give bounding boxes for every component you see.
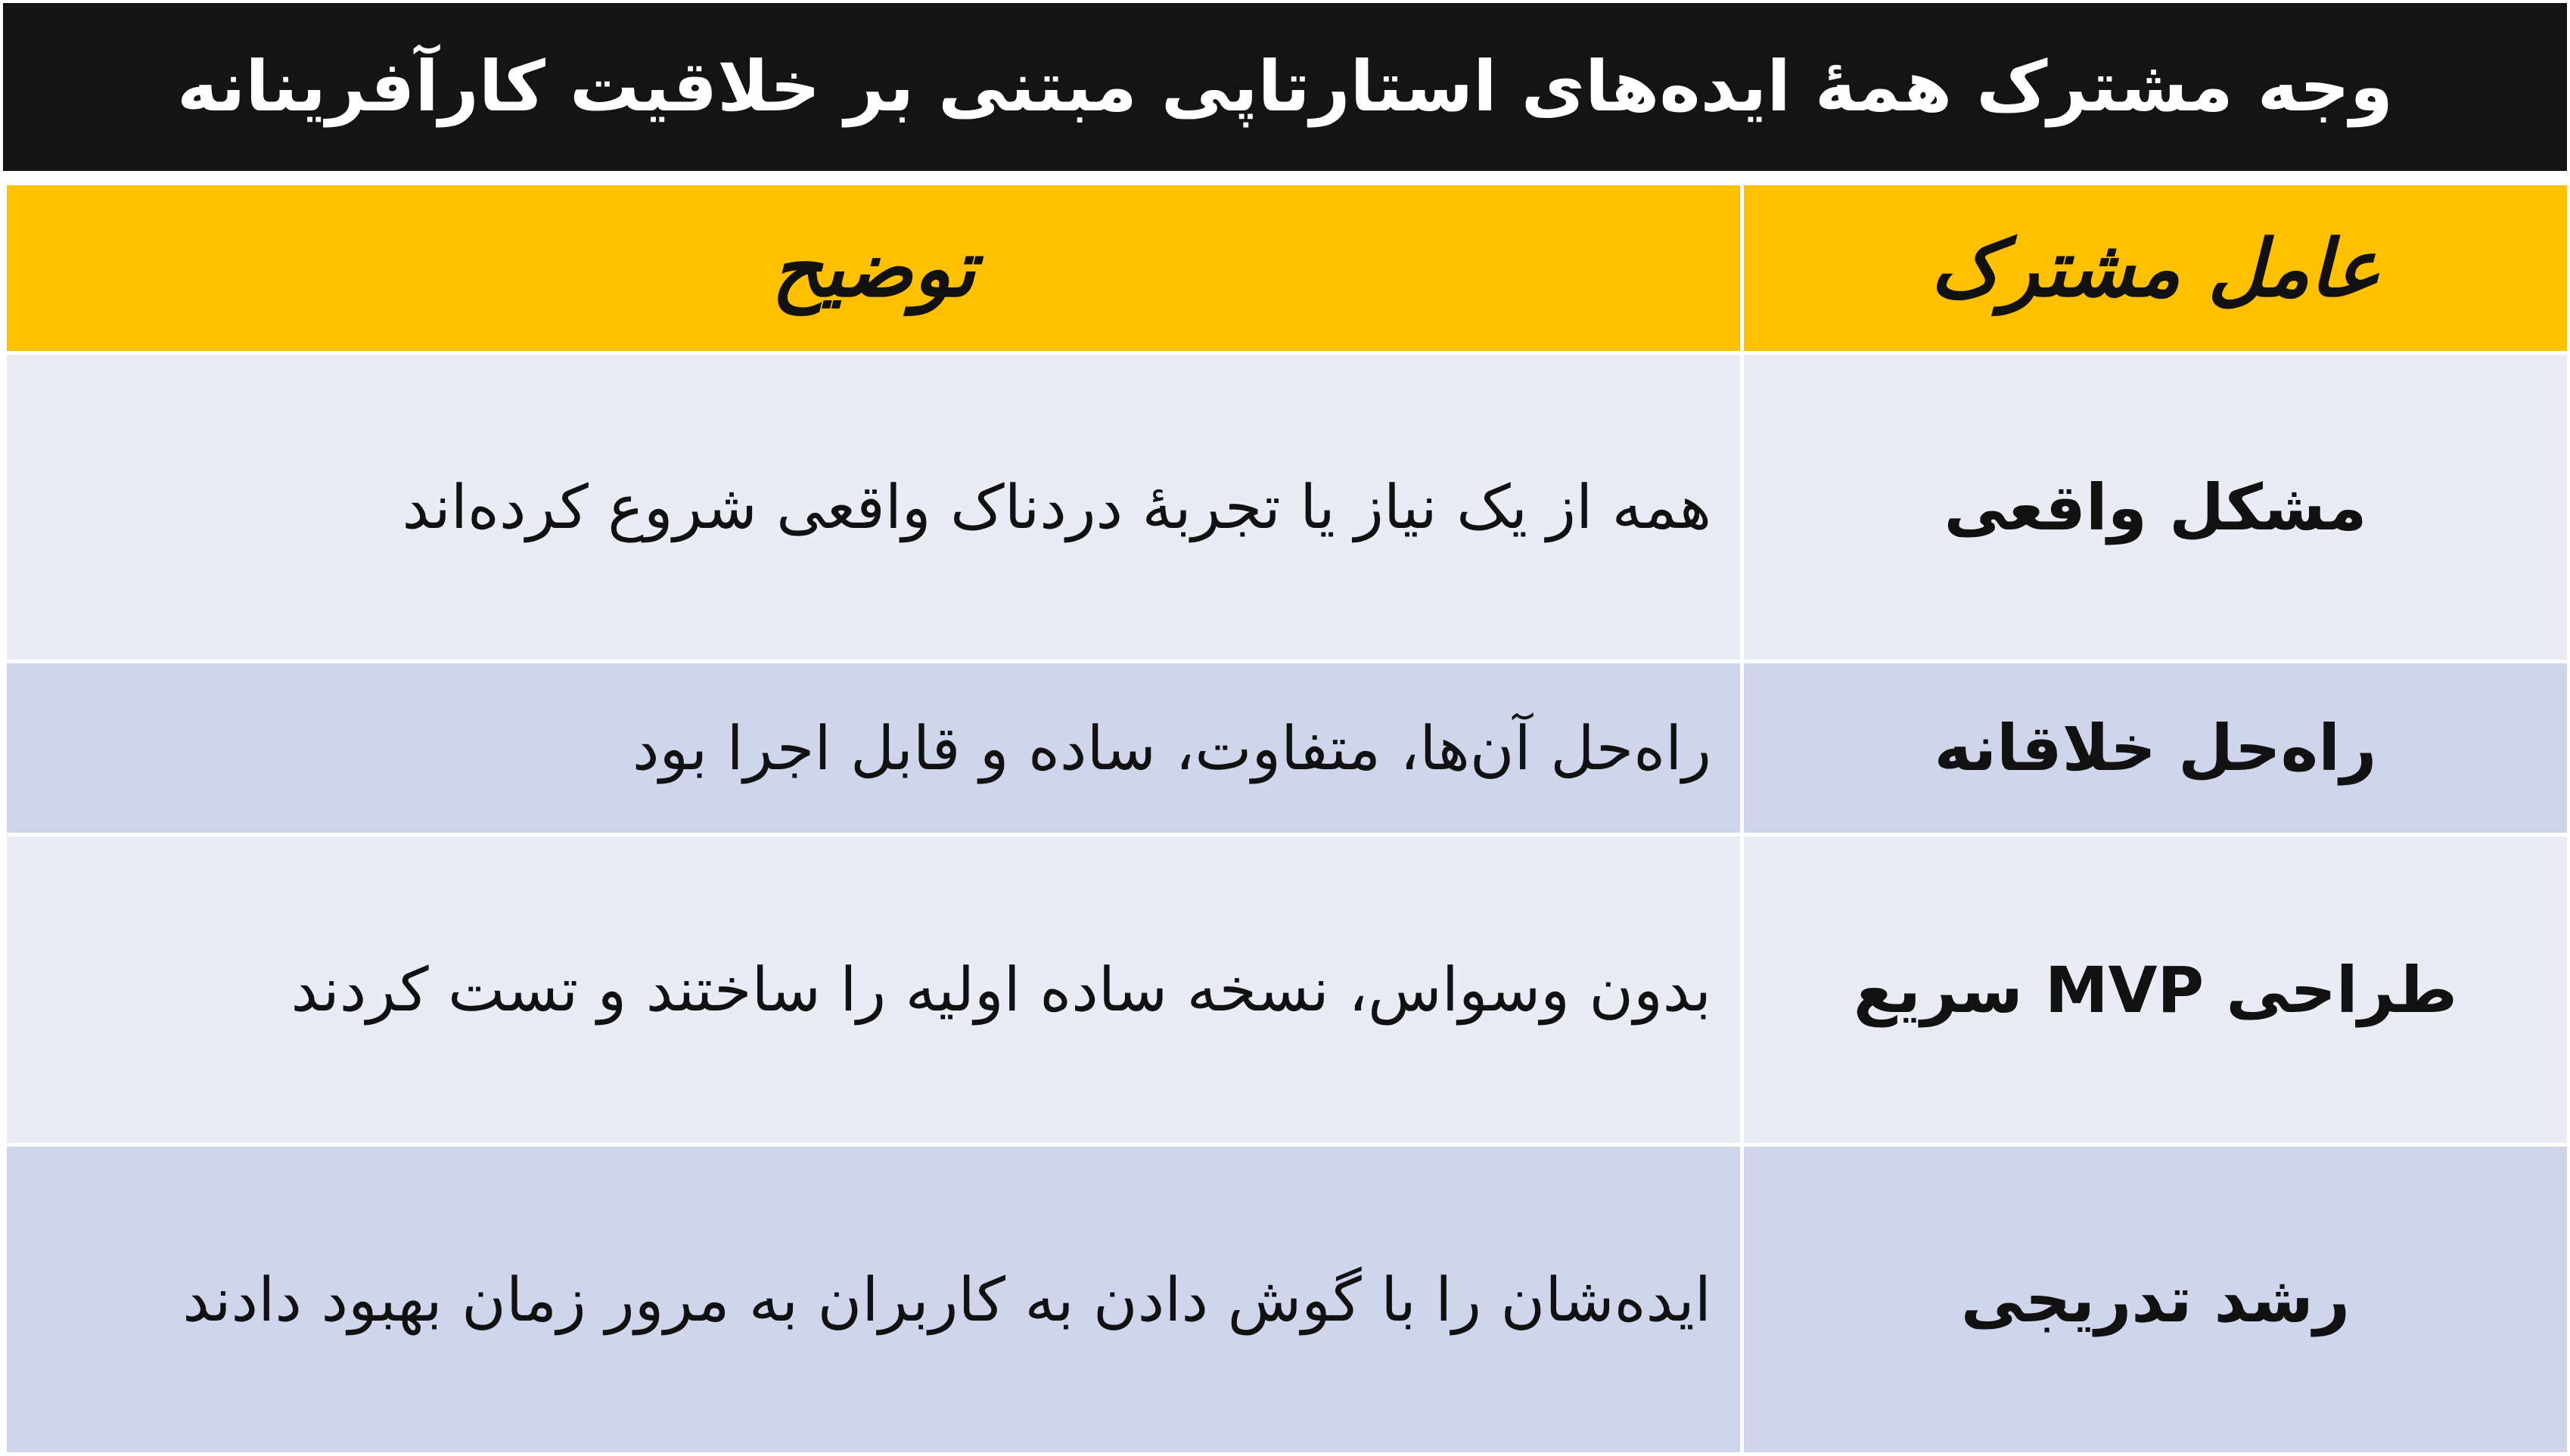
description-cell	[5, 662, 1742, 835]
description-cell	[5, 835, 1742, 1145]
factor-label: راه‌حل خلاقانه	[1934, 711, 2377, 785]
description-text: راه‌حل آن‌ها، متفاوت، ساده و قابل اجرا بود	[632, 712, 1711, 784]
header-description-label: توضیح	[771, 222, 976, 315]
description-cell	[5, 1145, 1742, 1454]
table-header-row	[5, 184, 2569, 353]
header-description	[5, 184, 1742, 353]
header-factor-label: عامل مشترک	[1930, 222, 2381, 315]
factor-cell	[1742, 662, 2569, 835]
description-text: همه از یک نیاز یا تجربهٔ دردناک واقعی شروع کرده‌اند	[402, 472, 1711, 542]
table-row	[5, 353, 2569, 662]
header-factor	[1742, 184, 2569, 353]
factor-cell	[1742, 353, 2569, 662]
factor-label: مشکل واقعی	[1944, 470, 2367, 545]
page-title: وجه مشترک همهٔ ایده‌های استارتاپی مبتنی بر خلاقیت کارآفرینانه	[176, 46, 2394, 127]
description-cell	[5, 353, 1742, 662]
factor-cell	[1742, 1145, 2569, 1454]
common-factors-table	[3, 182, 2570, 1456]
factor-label: طراحی MVP سریع	[1853, 952, 2458, 1027]
factor-label: رشد تدریجی	[1960, 1262, 2351, 1336]
table-row	[5, 835, 2569, 1145]
factor-cell	[1742, 835, 2569, 1145]
title-bar	[3, 3, 2567, 171]
table-row	[5, 1145, 2569, 1454]
description-text: ایده‌شان را با گوش دادن به کاربران به مرور زمان بهبود دادند	[182, 1264, 1711, 1335]
description-text: بدون وسواس، نسخه ساده اولیه را ساختند و تست کردند	[291, 955, 1711, 1025]
infographic-frame	[3, 3, 2567, 1452]
table-row	[5, 662, 2569, 835]
